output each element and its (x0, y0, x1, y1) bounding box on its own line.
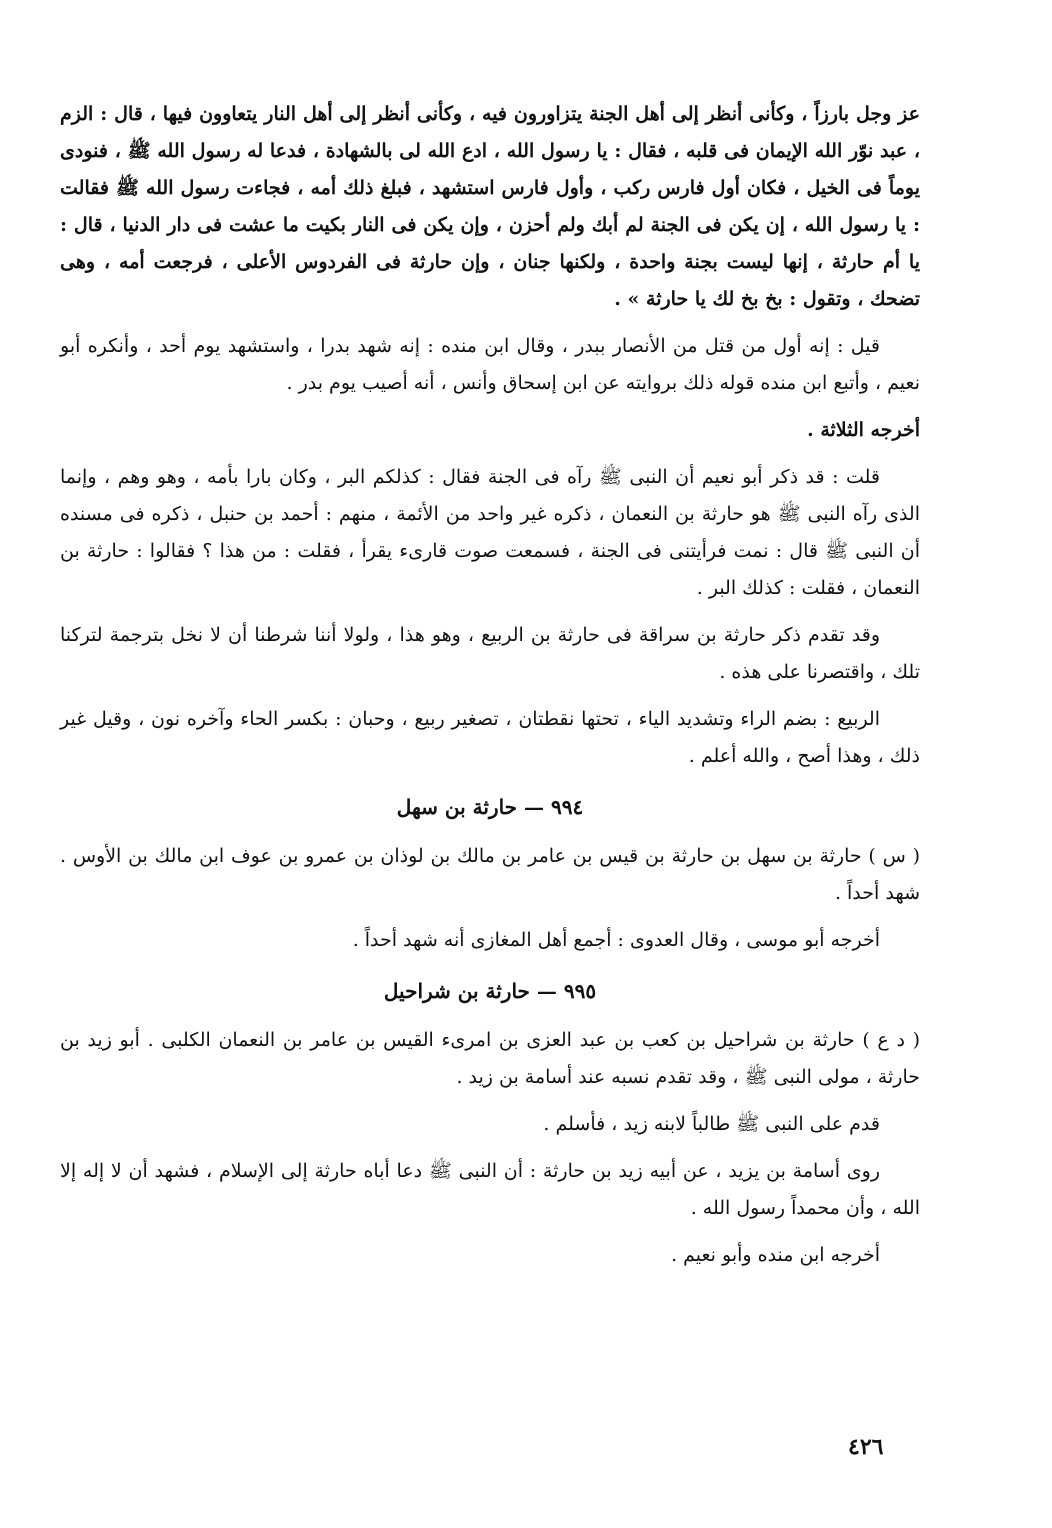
paragraph-text: روى أسامة بن يزيد ، عن أبيه زيد بن حارثة : أن النبى ﷺ دعا أباه حارثة إلى الإسلام ، فشهد أن لا إله إلا الله ، وأن محمداً رسول الله . (60, 1160, 920, 1219)
paragraph-attribution (60, 412, 920, 449)
paragraph-text: أخرجه أبو موسى ، وقال العدوى : أجمع أهل المغازى أنه شهد أحداً . (352, 929, 880, 951)
paragraph-text: وقد تقدم ذكر حارثة بن سراقة فى حارثة بن الربيع ، وهو هذا ، ولولا أننا شرطنا أن لا نخل بترجمة لتركنا تلك ، واقتصرنا على هذه . (60, 624, 920, 683)
paragraph-text: أخرجه الثلاثة . (807, 419, 920, 441)
paragraph-hadith-continuation (60, 96, 920, 318)
paragraph-text: ( د ع ) حارثة بن شراحيل بن كعب بن عبد العزى بن امرىء القيس بن عامر بن النعمان الكلبى . أبو زيد بن حارثة ، مولى النبى ﷺ ، وقد تقدم نسبه عند أسامة بن زيد . (60, 1029, 920, 1088)
paragraph-text: أخرجه ابن منده وأبو نعيم . (671, 1244, 880, 1266)
paragraph-lineage-994 (60, 838, 920, 912)
entry-heading-994: ٩٩٤ — حارثة بن سهل (396, 795, 584, 819)
page-number: ٤٢٦ (848, 1434, 884, 1460)
paragraph-text: قيل : إنه أول من قتل من الأنصار ببدر ، وقال ابن منده : إنه شهد بدرا ، واستشهد يوم أحد ، وأنكره أبو نعيم ، وأتبع ابن منده قوله ذلك بروايته عن ابن إسحاق وأنس ، أنه أصيب يوم بدر . (60, 335, 920, 394)
paragraph-note-continued (60, 617, 920, 691)
paragraph-text: قلت : قد ذكر أبو نعيم أن النبى ﷺ رآه فى الجنة فقال : كذلكم البر ، وكان بارا بأمه ، وهو وهم ، وإنما الذى رآه النبى ﷺ هو حارثة بن النعمان ، ذكره غير واحد من الأئمة ، منهم : أحمد بن حنبل ، ذكره فى مسنده أن النبى ﷺ قال : نمت فرأيتنى فى الجنة ، فسمعت صوت قارىء يقرأ ، فقلت : من هذا ؟ فقالوا : حارثة بن النعمان ، فقلت : كذلك البر . (60, 466, 920, 599)
paragraph-text: عز وجل بارزاً ، وكأنى أنظر إلى أهل الجنة يتزاورون فيه ، وكأنى أنظر إلى أهل النار يتعاوون فيها ، قال : الزم ، عبد نوّر الله الإيمان فى قلبه ، فقال : يا رسول الله ، ادع الله لى بالشهادة ، فدعا له رسول الله ﷺ ، فنودى يوماً فى الخيل ، فكان أول فارس ركب ، وأول فارس استشهد ، فبلغ ذلك أمه ، فجاءت رسول الله ﷺ فقالت : يا رسول الله ، إن يكن فى الجنة لم أبك ولم أحزن ، وإن يكن فى النار بكيت ما عشت فى دار الدنيا ، قال : يا أم حارثة ، إنها ليست بجنة واحدة ، ولكنها جنان ، وإن حارثة فى الفردوس الأعلى ، فرجعت أمه ، وهى تضحك ، وتقول : بخ بخ لك يا حارثة » . (60, 103, 920, 310)
paragraph-arrival (60, 1106, 920, 1143)
paragraph-text: قدم على النبى ﷺ طالباً لابنه زيد ، فأسلم . (543, 1113, 880, 1135)
paragraph-attribution-994 (60, 922, 920, 959)
paragraph-commentary (60, 328, 920, 402)
paragraph-attribution-995 (60, 1237, 920, 1274)
paragraph-narration (60, 1153, 920, 1227)
paragraph-vocalization (60, 701, 920, 775)
entry-heading-995: ٩٩٥ — حارثة بن شراحيل (383, 979, 597, 1003)
paragraph-text: الربيع : بضم الراء وتشديد الياء ، تحتها نقطتان ، تصغير ربيع ، وحبان : بكسر الحاء وآخره نون ، وقيل غير ذلك ، وهذا أصح ، والله أعلم . (60, 708, 920, 767)
page-body (60, 96, 920, 1284)
paragraph-text: ( س ) حارثة بن سهل بن حارثة بن قيس بن عامر بن مالك بن لوذان بن عمرو بن عوف ابن مالك بن الأوس . شهد أحداً . (60, 845, 920, 904)
paragraph-lineage-995 (60, 1022, 920, 1096)
paragraph-note (60, 459, 920, 607)
